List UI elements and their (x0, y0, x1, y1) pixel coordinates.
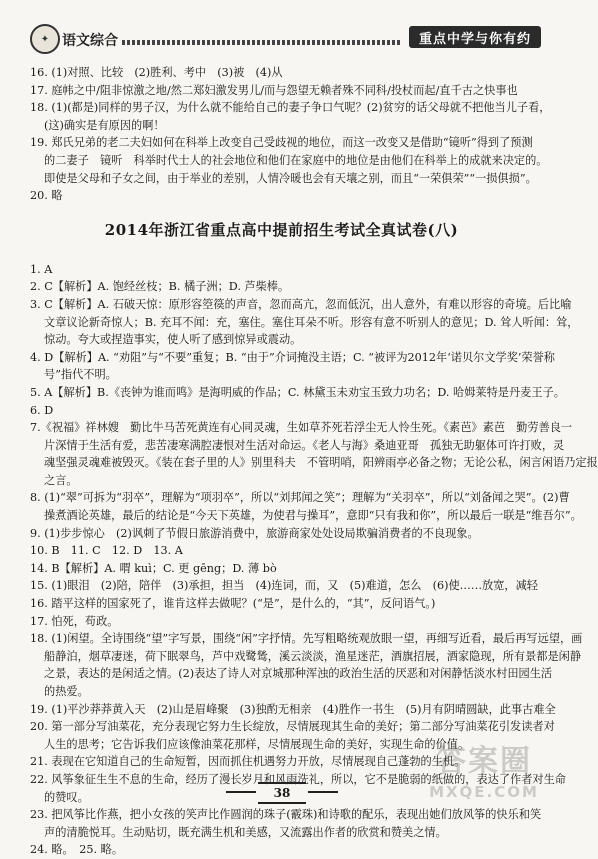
answer-line: 19. (1)平沙莽莽黄入天 (2)山是眉峰聚 (3)独酌无相亲 (4)胜作一书生 (5)月有阴晴圆缺，此事古难全 (30, 702, 556, 716)
answer-line: 24. 略。 25. 略。 (30, 843, 124, 857)
answer-line: 20. 略 (30, 189, 63, 203)
answer-line: (这)确实是有原因的啊！ (44, 118, 165, 132)
answer-line: 声的清脆悦耳。生动贴切，既充满生机和美感，又流露出作者的欣赏和赞美之情。 (44, 825, 447, 839)
answer-line: 15. (1)眼泪 (2)陪，陪伴 (3)承担，担当 (4)连词，而，又 (5)难道，怎么 (6)使……放宽，减轻 (30, 579, 538, 593)
answer-line: 2. C【解析】A. 饱经丝枝；B. 橘子洲；D. 芦柴棒。 (30, 280, 290, 294)
page-number: 38 (258, 782, 306, 804)
answer-line: 21. 表现在它知道自己的生命短暂，因而抓住机遇努力开放，尽情展现自己蓬勃的生机。 (30, 755, 466, 769)
answer-line: 16. (1)对照、比较 (2)胜利、考中 (3)被 (4)从 (30, 66, 283, 79)
answer-content (30, 64, 598, 859)
answer-line: 7.《祝福》祥林嫂 勤比牛马苦死黄连有心同灵魂，生如草芥死若浮尘无人怜生死。《素芭》素芭 勤劳善良一 (30, 421, 573, 435)
watermark-text: 答案圈 (436, 744, 532, 779)
subject-label: 语文综合 (62, 33, 118, 49)
answer-line: 之景，表达的是闲适之情。(2)表达了诗人对京城那种浑浊的政治生活的厌恶和对闲静恬淡水村田园生活 (44, 667, 553, 681)
answer-line: 操煮酒论英雄，最后的结论是“今天下英雄，为使君与操耳”，意即“只有我和你”，所以最后一联是“维吾尔”。 (44, 509, 582, 523)
answer-line: 9. (1)步步惊心 (2)讽刺了节假日旅游消费中，旅游商家处处设局欺骗消费者的不良现象。 (30, 526, 479, 540)
answer-line: 20. 第一部分写油菜花，充分表现它努力生长绽放，尽情展现其生命的美好；第二部分写油菜花引发读者对 (30, 720, 555, 734)
answer-line: 18. (1)(都是)同样的男子汉，为什么就不能给自己的妻子争口气呢？(2)贫穷的话父母就不把他当儿子看， (30, 101, 551, 115)
section-title: 2014年浙江省重点高中提前招生考试全真试卷(八) (104, 220, 459, 239)
answer-line: 22. 风筝象征生生不息的生命，经历了漫长岁月和风雨洗礼，所以，它不是脆弱的纸做的，表达了作者对生命 (30, 772, 566, 786)
watermark-url: MXQE.COM (429, 783, 539, 801)
answer-line: 3. C【解析】A. 石破天惊：原形容箜篌的声音，忽而高亢，忽而低沉，出人意外，有难以形容的奇境。后比喻 (30, 297, 572, 311)
answer-line: 8. (1)“翠”可拆为“羽卒”，理解为“项羽卒”，所以“刘邦闻之笑”；理解为“关羽卒”，所以“刘备闻之哭”。(2)曹 (30, 491, 570, 505)
answer-line: 魂坚强灵魂难被毁灭。《装在套子里的人》别里科夫 不管明哨，阳辨雨亭必备之物；无论公私，闲言闲语乃定报 (44, 456, 598, 470)
answer-line: 的赞叹。 (44, 790, 89, 804)
series-banner: 重点中学与你有约 (409, 26, 541, 48)
school-logo-icon: ✦ (30, 24, 60, 54)
watermark-logo (419, 742, 549, 812)
answer-line: 16. 踏平这样的国家死了，谁肯这样去做呢？(“是”，是什么的，“其”，反问语气。) (30, 597, 436, 611)
answer-line: 17. 怕死，苟政。 (30, 614, 119, 628)
answer-line: 人生的思考；它告诉我们应该像油菜花那样，尽情展现生命的美好，实现生命的价值。 (44, 737, 470, 751)
answer-line: 惊动。夸大或捏造事实，使人听了感到惊异或震动。 (44, 333, 302, 347)
answer-line: 23. 把风筝比作燕，把小女孩的笑声比作圆润的珠子(霰珠)和诗歌的配乐，表现出她们放风筝的快乐和笑 (30, 808, 542, 822)
answer-line: 的热爱。 (44, 685, 89, 698)
answer-line: 的二妻子 镜听 科举时代士人的社会地位和他们在家庭中的地位是由他们在科举上的成就来决定的。 (44, 153, 548, 167)
header-divider (122, 40, 401, 45)
answer-line: 19. 郑氏兄弟的老二夫妇如何在科举上改变自己受歧视的地位，而这一改变又是借助“镜听”得到了预测 (30, 136, 533, 150)
answer-line: 10. B 11. C 12. D 13. A (30, 544, 183, 558)
answer-line: 即使是父母和子女之间，由于举业的差别，人情冷暖也会有天壤之别，而且“一荣俱荣”“一损俱损”。 (44, 171, 537, 185)
answer-line: 1. A (30, 262, 53, 276)
page-header (22, 18, 541, 54)
answer-line: 17. 庭帏之中/阻非惊激之地/然二郑妇激发男儿/而与怨望无赖者殊不同科/投杖而起/直千古之快事也 (30, 83, 518, 97)
answer-line: 之言。 (44, 473, 78, 487)
answer-line: 5. A【解析】B.《丧钟为谁而鸣》是海明威的作品；C. 林黛玉未劝宝玉致力功名；D. 哈姆莱特是丹麦王子。 (30, 385, 565, 399)
answer-line: 船静泊，烟草凄迷，荷下眠翠鸟，芦中戏鹭鸶，溪云淡淡，渔星迷茫，酒旗招展，酒家隐现，所有景都是闲静 (44, 649, 582, 663)
answer-line: 4. D【解析】A. “劝阻”与“不要”重复；B. “由于”介词掩没主语；C. “被评为2012年‘诺贝尔文学奖’荣誉称 (30, 350, 555, 364)
answer-line: 号”指代不明。 (44, 368, 117, 382)
answer-line: 文章议论新奇惊人；B. 充耳不闻：充，塞住。塞住耳朵不听。形容有意不听别人的意见；D. 耸人听闻：耸， (44, 315, 579, 329)
answer-line: 14. B【解析】A. 喟 kuì；C. 更 gēng；D. 薄 bò (30, 561, 277, 575)
answer-line: 6. D (30, 403, 54, 417)
answer-line: 18. (1)闲望。全诗围绕“望”字写景，围绕“闲”字抒情。先写粗略统观放眼一望，再细写近看，最后再写远望，画 (30, 632, 583, 646)
answer-line: 片深情于生活有爱，悲苦凄寒满腔凄恨对生活对命运。《老人与海》桑迪亚哥 孤独无助躯体可许打败，灵 (44, 438, 565, 452)
previous-section-answers (30, 64, 551, 205)
